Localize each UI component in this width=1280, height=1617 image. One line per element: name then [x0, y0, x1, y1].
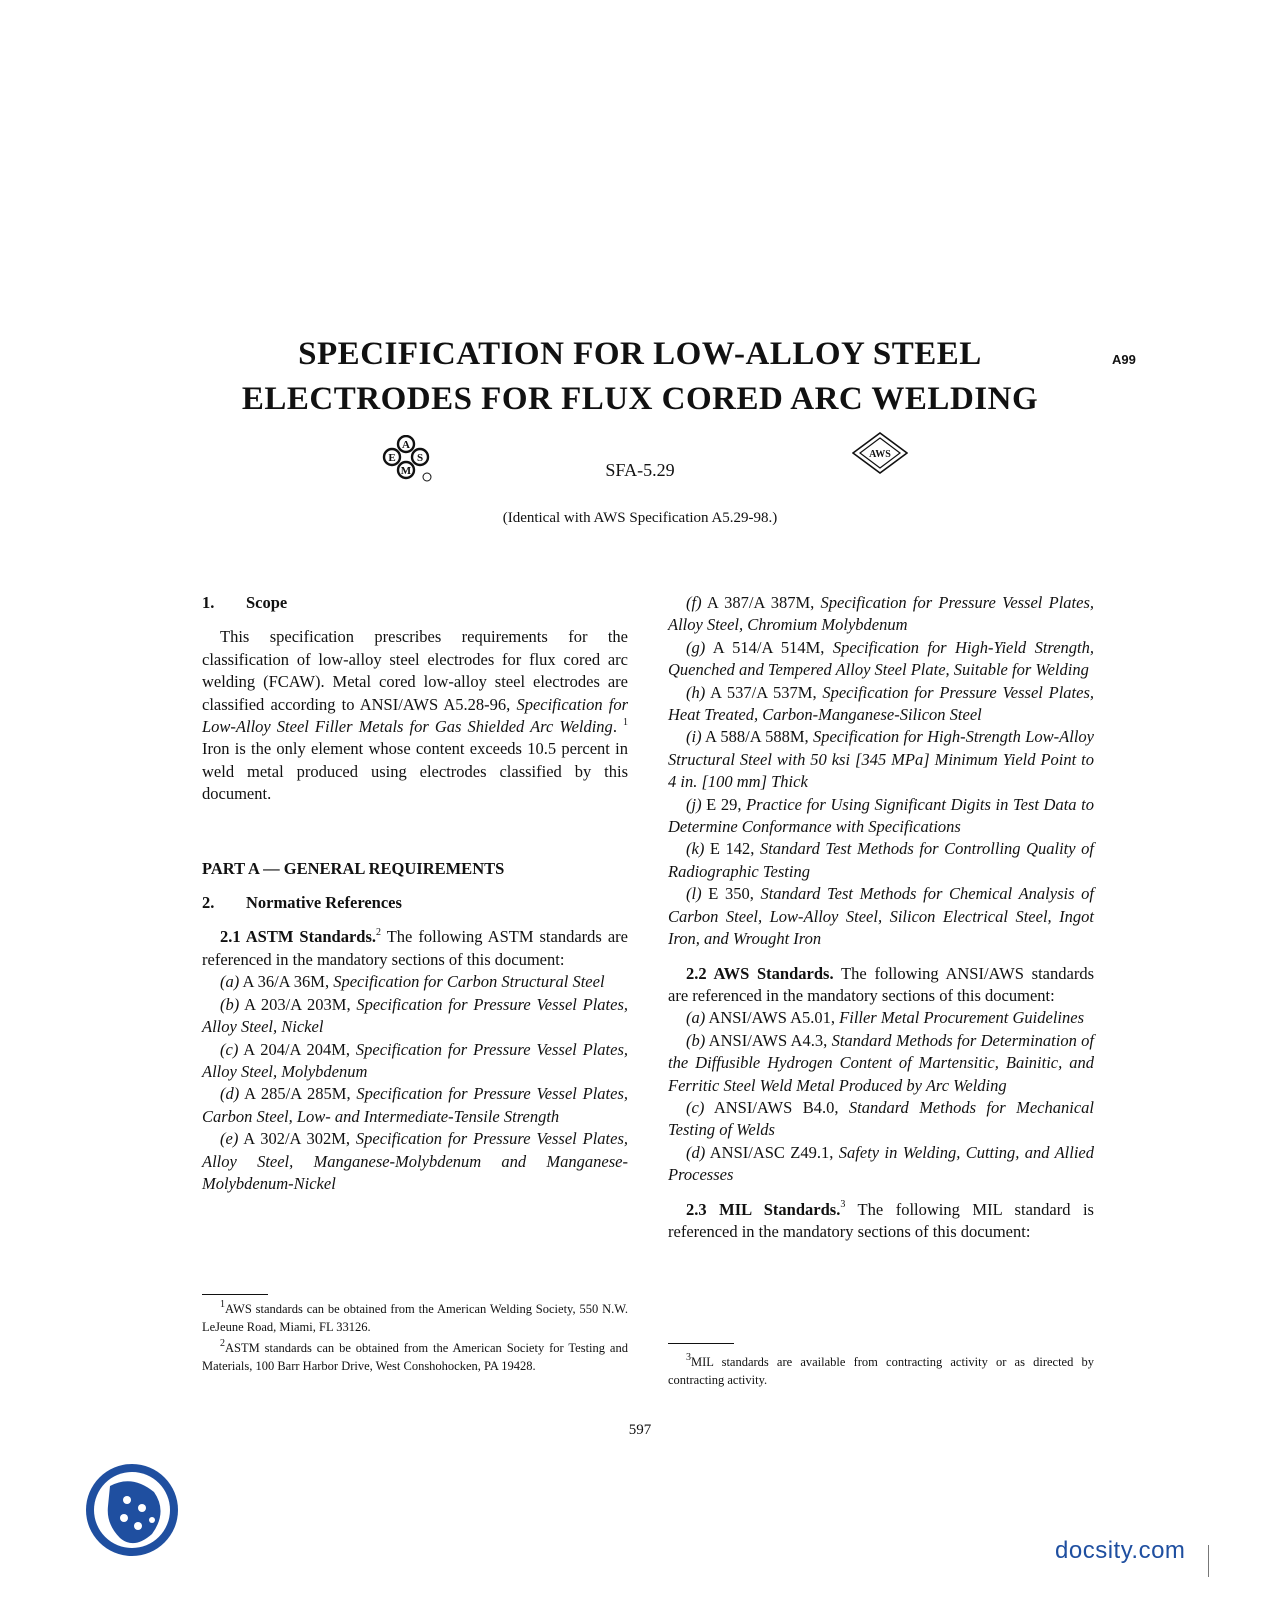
title-line-2: ELECTRODES FOR FLUX CORED ARC WELDING: [241, 381, 1039, 417]
svg-text:A: A: [402, 439, 410, 451]
reference-item: (d) A 285/A 285M, Specification for Pressure Vessel Plates, Carbon Steel, Low- and Intermediate-Tensile Strength: [202, 1084, 628, 1126]
mil-intro: 2.3 MIL Standards.$^3$ The following MIL standard is referenced in the mandatory sections of this document:: [668, 1199, 1094, 1241]
reference-item: (h) A 537/A 537M, Specification for Pressure Vessel Plates, Heat Treated, Carbon-Manganese-Silicon Steel: [668, 682, 1094, 725]
right-column: [668, 592, 1094, 1243]
left-column: [202, 592, 628, 1195]
svg-text:S: S: [416, 452, 424, 464]
reference-item: (i) A 588/A 588M, Specification for High-Strength Low-Alloy Structural Steel with 50 ksi [345 MPa] Minimum Yield Point to 4 in. [100 mm] Thick: [668, 727, 1094, 792]
document-title: [200, 332, 1080, 422]
docsity-watermark[interactable]: docsity.com: [1055, 1537, 1186, 1564]
reference-item: (g) A 514/A 514M, Specification for High-Yield Strength, Quenched and Tempered Alloy Steel Plate, Suitable for Welding: [668, 637, 1095, 680]
reference-item: (l) E 350, Standard Test Methods for Chemical Analysis of Carbon Steel, Low-Alloy Steel, Silicon Electrical Steel, Ingot Iron, and Wrought Iron: [668, 884, 1094, 949]
reference-item: (j) E 29, Practice for Using Significant Digits in Test Data to Determine Conformance with Specifications: [668, 794, 1094, 837]
reference-item: (k) E 142, Standard Test Methods for Controlling Quality of Radiographic Testing: [668, 839, 1094, 881]
footnote-3: $^3$MIL standards are available from contracting activity or as directed by contracting activity.: [668, 1351, 1094, 1387]
part-a-heading: PART A — GENERAL REQUIREMENTS: [202, 858, 505, 878]
footnotes-right: [668, 1343, 1094, 1389]
footnotes-left: [202, 1294, 628, 1375]
reference-item: (d) ANSI/ASC Z49.1, Safety in Welding, Cutting, and Allied Processes: [668, 1142, 1094, 1185]
astm-intro: 2.1 ASTM Standards.$^2$ The following ASTM standards are referenced in the mandatory sections of this document:: [202, 926, 628, 969]
aws-logo: [852, 432, 908, 479]
scope-heading: 1. Scope: [202, 593, 288, 612]
svg-text:E: E: [388, 452, 396, 464]
designation: SFA-5.29: [605, 460, 675, 480]
reference-item: (b) ANSI/AWS A4.3, Standard Methods for Determination of the Diffusible Hydrogen Content of Martensitic, Bainitic, and Ferritic Steel Weld Metal Produced by Arc Welding: [668, 1030, 1095, 1095]
aws-intro: 2.2 AWS Standards. The following ANSI/AWS standards are referenced in the mandatory sections of this document:: [668, 963, 1094, 1005]
svg-text:M: M: [400, 465, 412, 477]
scope-paragraph: This specification prescribes requirements for the classification of low-alloy steel electrodes for flux cored arc welding (FCAW). Metal cored low-alloy steel electrodes are classified according to ANSI/AWS A5.28-96, Specification for Low-Alloy Steel Filler Metals for Gas Shielded Arc Welding. $^1$ Iron is the only element whose content exceeds 10.5 percent in weld metal produced using electrodes classified by this document.: [202, 627, 628, 804]
svg-text:AWS: AWS: [869, 449, 891, 460]
reference-item: (a) A 36/A 36M, Specification for Carbon Structural Steel: [220, 972, 605, 992]
margin-tag: A99: [1112, 352, 1136, 367]
footnote-1: $^1$AWS standards can be obtained from the American Welding Society, 550 N.W. LeJeune Road, Miami, FL 33126.: [202, 1298, 628, 1334]
reference-item: (c) ANSI/AWS B4.0, Standard Methods for Mechanical Testing of Welds: [668, 1097, 1094, 1140]
reference-item: (b) A 203/A 203M, Specification for Pressure Vessel Plates, Alloy Steel, Nickel: [202, 994, 628, 1037]
reference-item: (c) A 204/A 204M, Specification for Pressure Vessel Plates, Alloy Steel, Molybdenum: [202, 1039, 628, 1081]
asme-logo: [382, 435, 434, 488]
scroll-indicator: [1208, 1545, 1209, 1577]
identical-note: (Identical with AWS Specification A5.29-98.): [502, 510, 778, 526]
reference-item: (f) A 387/A 387M, Specification for Pressure Vessel Plates, Alloy Steel, Chromium Molybdenum: [668, 593, 1094, 635]
title-line-1: SPECIFICATION FOR LOW-ALLOY STEEL: [298, 336, 982, 372]
reference-item: (e) A 302/A 302M, Specification for Pressure Vessel Plates, Alloy Steel, Manganese-Molybdenum and Manganese-Molybdenum-Nickel: [202, 1129, 628, 1193]
page-number: 597: [628, 1422, 652, 1438]
reference-item: (a) ANSI/AWS A5.01, Filler Metal Procurement Guidelines: [686, 1008, 1084, 1028]
footnote-2: $^2$ASTM standards can be obtained from the American Society for Testing and Materials, 100 Barr Harbor Drive, West Conshohocken, PA 19428.: [202, 1337, 628, 1373]
docsity-logo-icon: [82, 1460, 182, 1565]
normative-references-heading: 2. Normative References: [202, 893, 402, 913]
